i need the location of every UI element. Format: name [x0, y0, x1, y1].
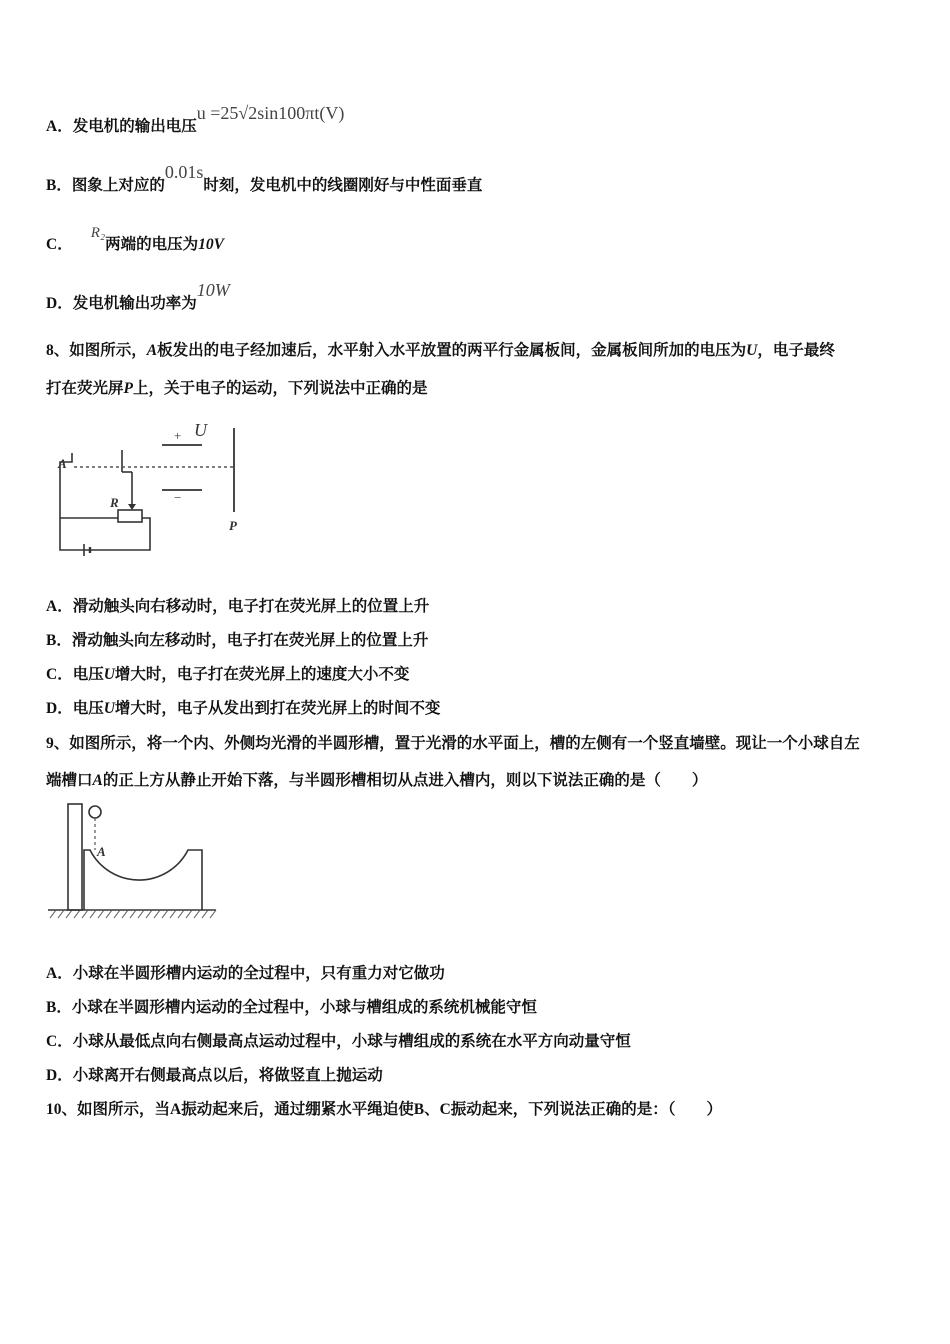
q8-circuit-figure	[50, 420, 260, 560]
q9-option-a-text: A．小球在半圆形槽内运动的全过程中，只有重力对它做功	[46, 965, 445, 982]
q10-var-bc: B、C	[413, 1101, 451, 1118]
q10-text-b: 振动起来后，通过绷紧水平绳迫使	[181, 1101, 414, 1118]
q7-option-a	[46, 103, 345, 136]
q10-var-a: A	[170, 1101, 182, 1118]
q9-var-a: A	[92, 772, 103, 789]
q8-text-2: 板发出的电子经加速后，水平射入水平放置的两平行金属板间，金属板间所加的电压为	[157, 342, 747, 359]
q8-rheostat	[118, 510, 142, 522]
q9-fig-a: A	[97, 844, 106, 859]
q8-option-b-text: B．滑动触头向左移动时，电子打在荧光屏上的位置上升	[46, 632, 429, 649]
q8-option-a-text: A．滑动触头向右移动时，电子打在荧光屏上的位置上升	[46, 598, 430, 615]
q8-fig-r: R	[110, 495, 119, 510]
q7-option-b	[46, 162, 483, 195]
q7-option-d-label: D．发电机输出功率为	[46, 295, 197, 312]
q8-option-c-var: U	[103, 666, 115, 683]
q9-groove	[84, 850, 202, 910]
q9-option-c-text: C．小球从最低点向右侧最高点运动过程中，小球与槽组成的系统在水平方向动量守恒	[46, 1033, 631, 1050]
q8-text-4: 打在荧光屏	[46, 380, 124, 397]
q8-option-b	[46, 628, 428, 650]
q7-option-a-formula: u =25√2sin100πt(V)	[196, 103, 345, 123]
q8-option-c-pre: C．电压	[46, 666, 104, 683]
q8-var-u: U	[746, 342, 758, 359]
q7-option-d	[46, 280, 230, 313]
q8-stem-line2	[46, 376, 428, 398]
q9-stem-line1	[46, 731, 860, 753]
q7-option-b-formula: 0.01s	[164, 162, 204, 182]
q8-var-p: P	[123, 380, 133, 397]
q10-text-c: 振动起来，下列说法正确的是：（ ）	[450, 1101, 723, 1118]
q8-text-3: ，电子最终	[757, 342, 835, 359]
q8-number: 8、	[46, 342, 70, 359]
q8-slider-arrow	[128, 504, 136, 510]
q8-text-5: 上，关于电子的运动，下列说法中正确的是	[132, 380, 428, 397]
q7-option-c-formula: R₂	[90, 225, 106, 241]
q9-text-1: 9、如图所示，将一个内、外侧均光滑的半圆形槽，置于光滑的水平面上，槽的左侧有一个竖直墙壁。现让一个小球自左	[46, 735, 860, 752]
q7-option-c-label: C．	[46, 236, 73, 253]
q9-option-b-text: B．小球在半圆形槽内运动的全过程中，小球与槽组成的系统机械能守恒	[46, 999, 537, 1016]
q7-option-c-suffix-a: 两端的电压为	[105, 236, 199, 253]
q9-option-c	[46, 1029, 631, 1051]
q9-wall	[68, 804, 82, 910]
q7-option-a-label: A．发电机的输出电压	[46, 118, 197, 135]
q8-fig-a: A	[58, 456, 67, 471]
q8-var-a: A	[146, 342, 158, 359]
q8-option-d-pre: D．电压	[46, 700, 104, 717]
q7-option-d-formula: 10W	[196, 280, 230, 300]
q8-text-1: 如图所示，	[69, 342, 147, 359]
q8-fig-p: P	[229, 518, 237, 533]
q8-option-d-post: 增大时，电子从发出到打在荧光屏上的时间不变	[114, 700, 441, 717]
q8-fig-plus: +	[174, 428, 182, 443]
q9-ball	[89, 806, 101, 818]
q9-option-a	[46, 961, 445, 983]
q8-option-d	[46, 696, 440, 718]
q10-text-a: 10、如图所示，当	[46, 1101, 171, 1118]
q7-option-b-label: B．图象上对应的	[46, 177, 165, 194]
q9-text-2a: 端槽口	[46, 772, 93, 789]
q9-groove-figure	[44, 798, 220, 928]
q7-option-b-suffix: 时刻，发电机中的线圈刚好与中性面垂直	[203, 177, 483, 194]
q9-ground-hatch	[50, 910, 216, 918]
q8-option-c	[46, 662, 409, 684]
q8-option-c-post: 增大时，电子打在荧光屏上的速度大小不变	[114, 666, 410, 683]
q8-fig-u: U	[194, 420, 207, 440]
q9-stem-line2	[46, 768, 707, 790]
q10-stem	[46, 1097, 722, 1119]
q9-option-b	[46, 995, 537, 1017]
q9-option-d	[46, 1063, 383, 1085]
q8-option-a	[46, 594, 429, 616]
q7-option-c-suffix-b: 10V	[198, 236, 224, 253]
q8-stem-line1	[46, 338, 835, 360]
q7-option-c	[46, 225, 224, 254]
q9-option-d-text: D．小球离开右侧最高点以后，将做竖直上抛运动	[46, 1067, 383, 1084]
q8-fig-minus: −	[174, 490, 182, 505]
q8-option-d-var: U	[103, 700, 115, 717]
q9-text-2b: 的正上方从静止开始下落，与半圆形槽相切从点进入槽内，则以下说法正确的是（ ）	[102, 772, 708, 789]
